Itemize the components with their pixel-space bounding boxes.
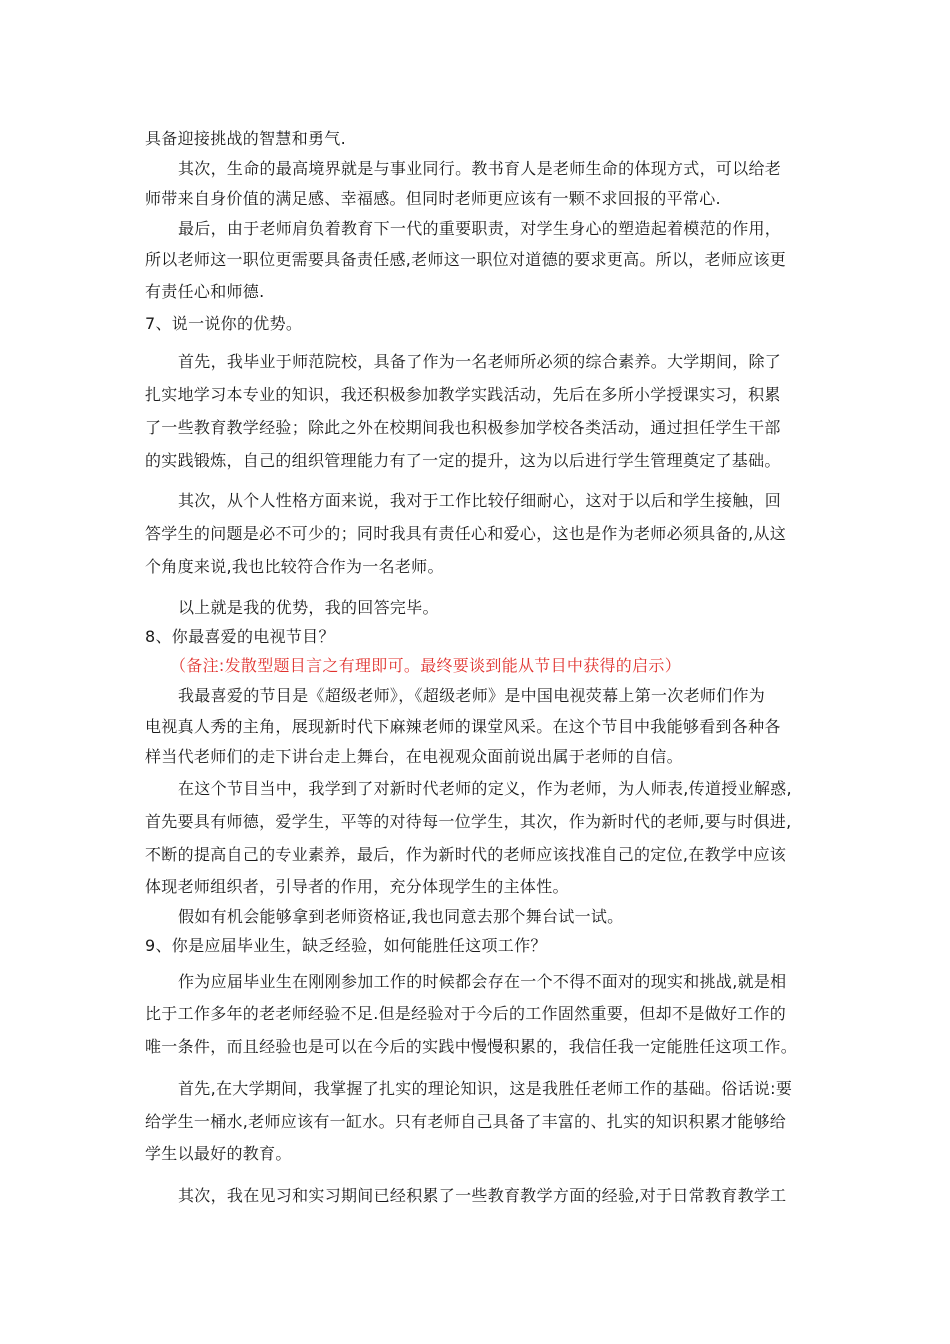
text-line: 学生以最好的教育。 [145,1144,292,1163]
text-line: 具备迎接挑战的智慧和勇气. [145,129,346,148]
text-line: 其次，我在见习和实习期间已经积累了一些教育教学方面的经验,对于日常教育教学工 [178,1186,787,1205]
text-line: 所以老师这一职位更需要具备责任感,老师这一职位对道德的要求更高。所以，老师应该更 [145,250,787,269]
text-line: 有责任心和师德. [145,282,265,301]
text-line: 师带来自身价值的满足感、幸福感。但同时老师更应该有一颗不求回报的平常心. [145,189,721,208]
text-line: 扎实地学习本专业的知识，我还积极参加教学实践活动，先后在多所小学授课实习，积累 [145,385,781,404]
text-line: 首先,在大学期间，我掌握了扎实的理论知识，这是我胜任老师工作的基础。俗话说:要 [178,1079,793,1098]
text-line: 其次，生命的最高境界就是与事业同行。教书育人是老师生命的体现方式，可以给老 [178,159,782,178]
text-line: 假如有机会能够拿到老师资格证,我也同意去那个舞台试一试。 [178,907,624,926]
text-line: 首先要具有师德，爱学生，平等的对待每一位学生，其次，作为新时代的老师,要与时俱进, [145,812,792,831]
text-line: 体现老师组织者，引导者的作用，充分体现学生的主体性。 [145,877,569,896]
note-text: （备注:发散型题目言之有理即可。最终要谈到能从节目中获得的启示） [170,656,681,675]
text-line: 电视真人秀的主角，展现新时代下麻辣老师的课堂风采。在这个节目中我能够看到各种各 [145,717,781,736]
question-heading: 9、你是应届毕业生，缺乏经验，如何能胜任这项工作？ [145,936,547,955]
question-heading: 8、你最喜爱的电视节目？ [145,627,335,646]
text-line: 答学生的问题是必不可少的；同时我具有责任心和爱心，这也是作为老师必须具备的,从这 [145,524,787,543]
text-line: 了一些教育教学经验；除此之外在校期间我也积极参加学校各类活动，通过担任学生干部 [145,418,781,437]
text-line: 个角度来说,我也比较符合作为一名老师。 [145,557,444,576]
question-heading: 7、说一说你的优势。 [145,314,303,333]
text-line: 其次，从个人性格方面来说，我对于工作比较仔细耐心，这对于以后和学生接触，回 [178,491,782,510]
text-line: 唯一条件，而且经验也是可以在今后的实践中慢慢积累的，我信任我一定能胜任这项工作。 [145,1037,798,1056]
text-line: 给学生一桶水,老师应该有一缸水。只有老师自己具备了丰富的、扎实的知识积累才能够给 [145,1112,787,1131]
text-line: 不断的提高自己的专业素养，最后，作为新时代的老师应该找准自己的定位,在教学中应该 [145,845,787,864]
text-line: 首先，我毕业于师范院校，具备了作为一名老师所必须的综合素养。大学期间，除了 [178,352,782,371]
text-line: 作为应届毕业生在刚刚参加工作的时候都会存在一个不得不面对的现实和挑战,就是相 [178,972,787,991]
text-line: 最后，由于老师肩负着教育下一代的重要职责，对学生身心的塑造起着模范的作用， [178,219,782,238]
text-line: 我最喜爱的节目是《超级老师》，《超级老师》是中国电视荧幕上第一次老师们作为 [178,686,766,705]
text-line: 比于工作多年的老老师经验不足.但是经验对于今后的工作固然重要，但却不是做好工作的 [145,1004,787,1023]
text-line: 以上就是我的优势，我的回答完毕。 [178,598,439,617]
text-line: 在这个节目当中，我学到了对新时代老师的定义，作为老师，为人师表,传道授业解惑, [178,779,792,798]
text-line: 的实践锻炼，自己的组织管理能力有了一定的提升，这为以后进行学生管理奠定了基础。 [145,451,781,470]
text-line: 样当代老师们的走下讲台走上舞台，在电视观众面前说出属于老师的自信。 [145,747,683,766]
